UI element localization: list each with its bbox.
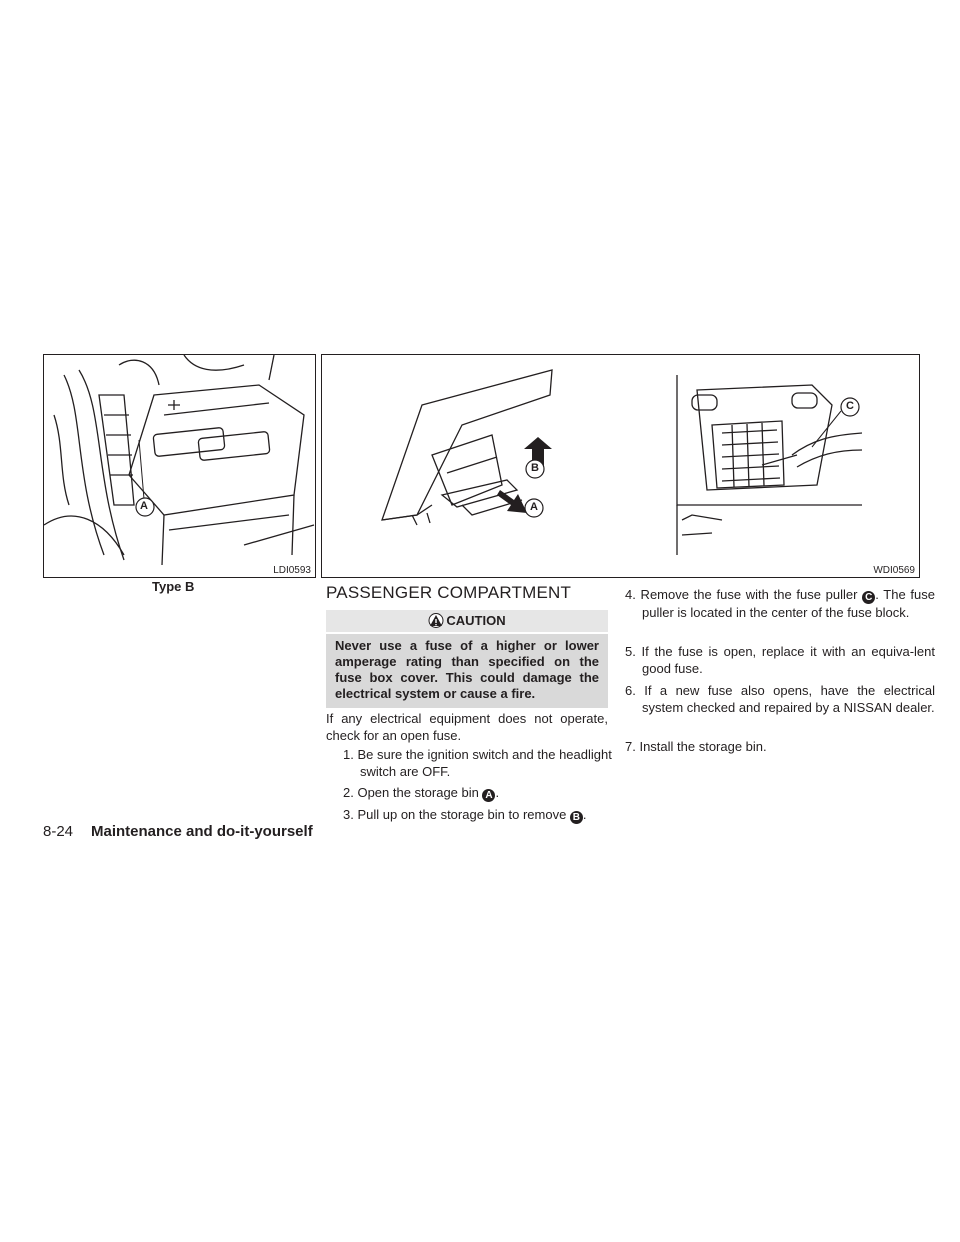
warning-icon [428,613,444,628]
caution-label: CAUTION [446,613,506,628]
callout-b-ref: B [570,811,583,824]
step-3-text: 3. Pull up on the storage bin to remove [343,807,570,822]
page-number: 8-24 [43,823,74,840]
storage-bin-illustration [322,355,919,577]
step-2 [343,784,625,802]
figure-code: WDI0569 [873,565,915,576]
callout-a-label: A [140,500,148,512]
step-4 [625,586,935,621]
step-4-end: . The fuse puller is located in the center of the fuse block. [642,587,935,620]
callout-a-label: A [530,501,538,513]
callout-b-label: B [531,462,539,474]
step-2-text: 2. Open the storage bin [343,785,483,800]
step-6: 6. If a new fuse also opens, have the electrical system checked and repaired by a NISSAN dealer. [625,683,935,715]
step-5: 5. If the fuse is open, replace it with an equiva-lent good fuse. [625,644,935,676]
figure-caption: Type B [152,579,195,594]
step-7: 7. Install the storage bin. [625,739,767,754]
callout-c-label: C [846,400,854,412]
battery-figure [43,354,316,578]
section-title: PASSENGER COMPARTMENT [326,583,572,602]
callout-c-ref: C [862,591,875,604]
step-2-end: . [495,785,500,800]
step-1: 1. Be sure the ignition switch and the headlight switch are OFF. [343,747,612,779]
battery-illustration [44,355,315,577]
step-3 [343,806,625,824]
caution-text: Never use a fuse of a higher or lower amperage rating than specified on the fuse box cover. This could damage the electrical system or cause a fire. [326,634,608,708]
caution-header [326,610,608,632]
storage-bin-figure [321,354,920,578]
step-4-text: 4. Remove the fuse with the fuse puller [625,587,863,602]
step-3-end: . [582,807,587,822]
callout-a-ref: A [482,789,495,802]
intro-paragraph: If any electrical equipment does not operate, check for an open fuse. [326,711,608,743]
figure-code: LDI0593 [273,565,311,576]
chapter-title: Maintenance and do-it-yourself [91,823,313,840]
